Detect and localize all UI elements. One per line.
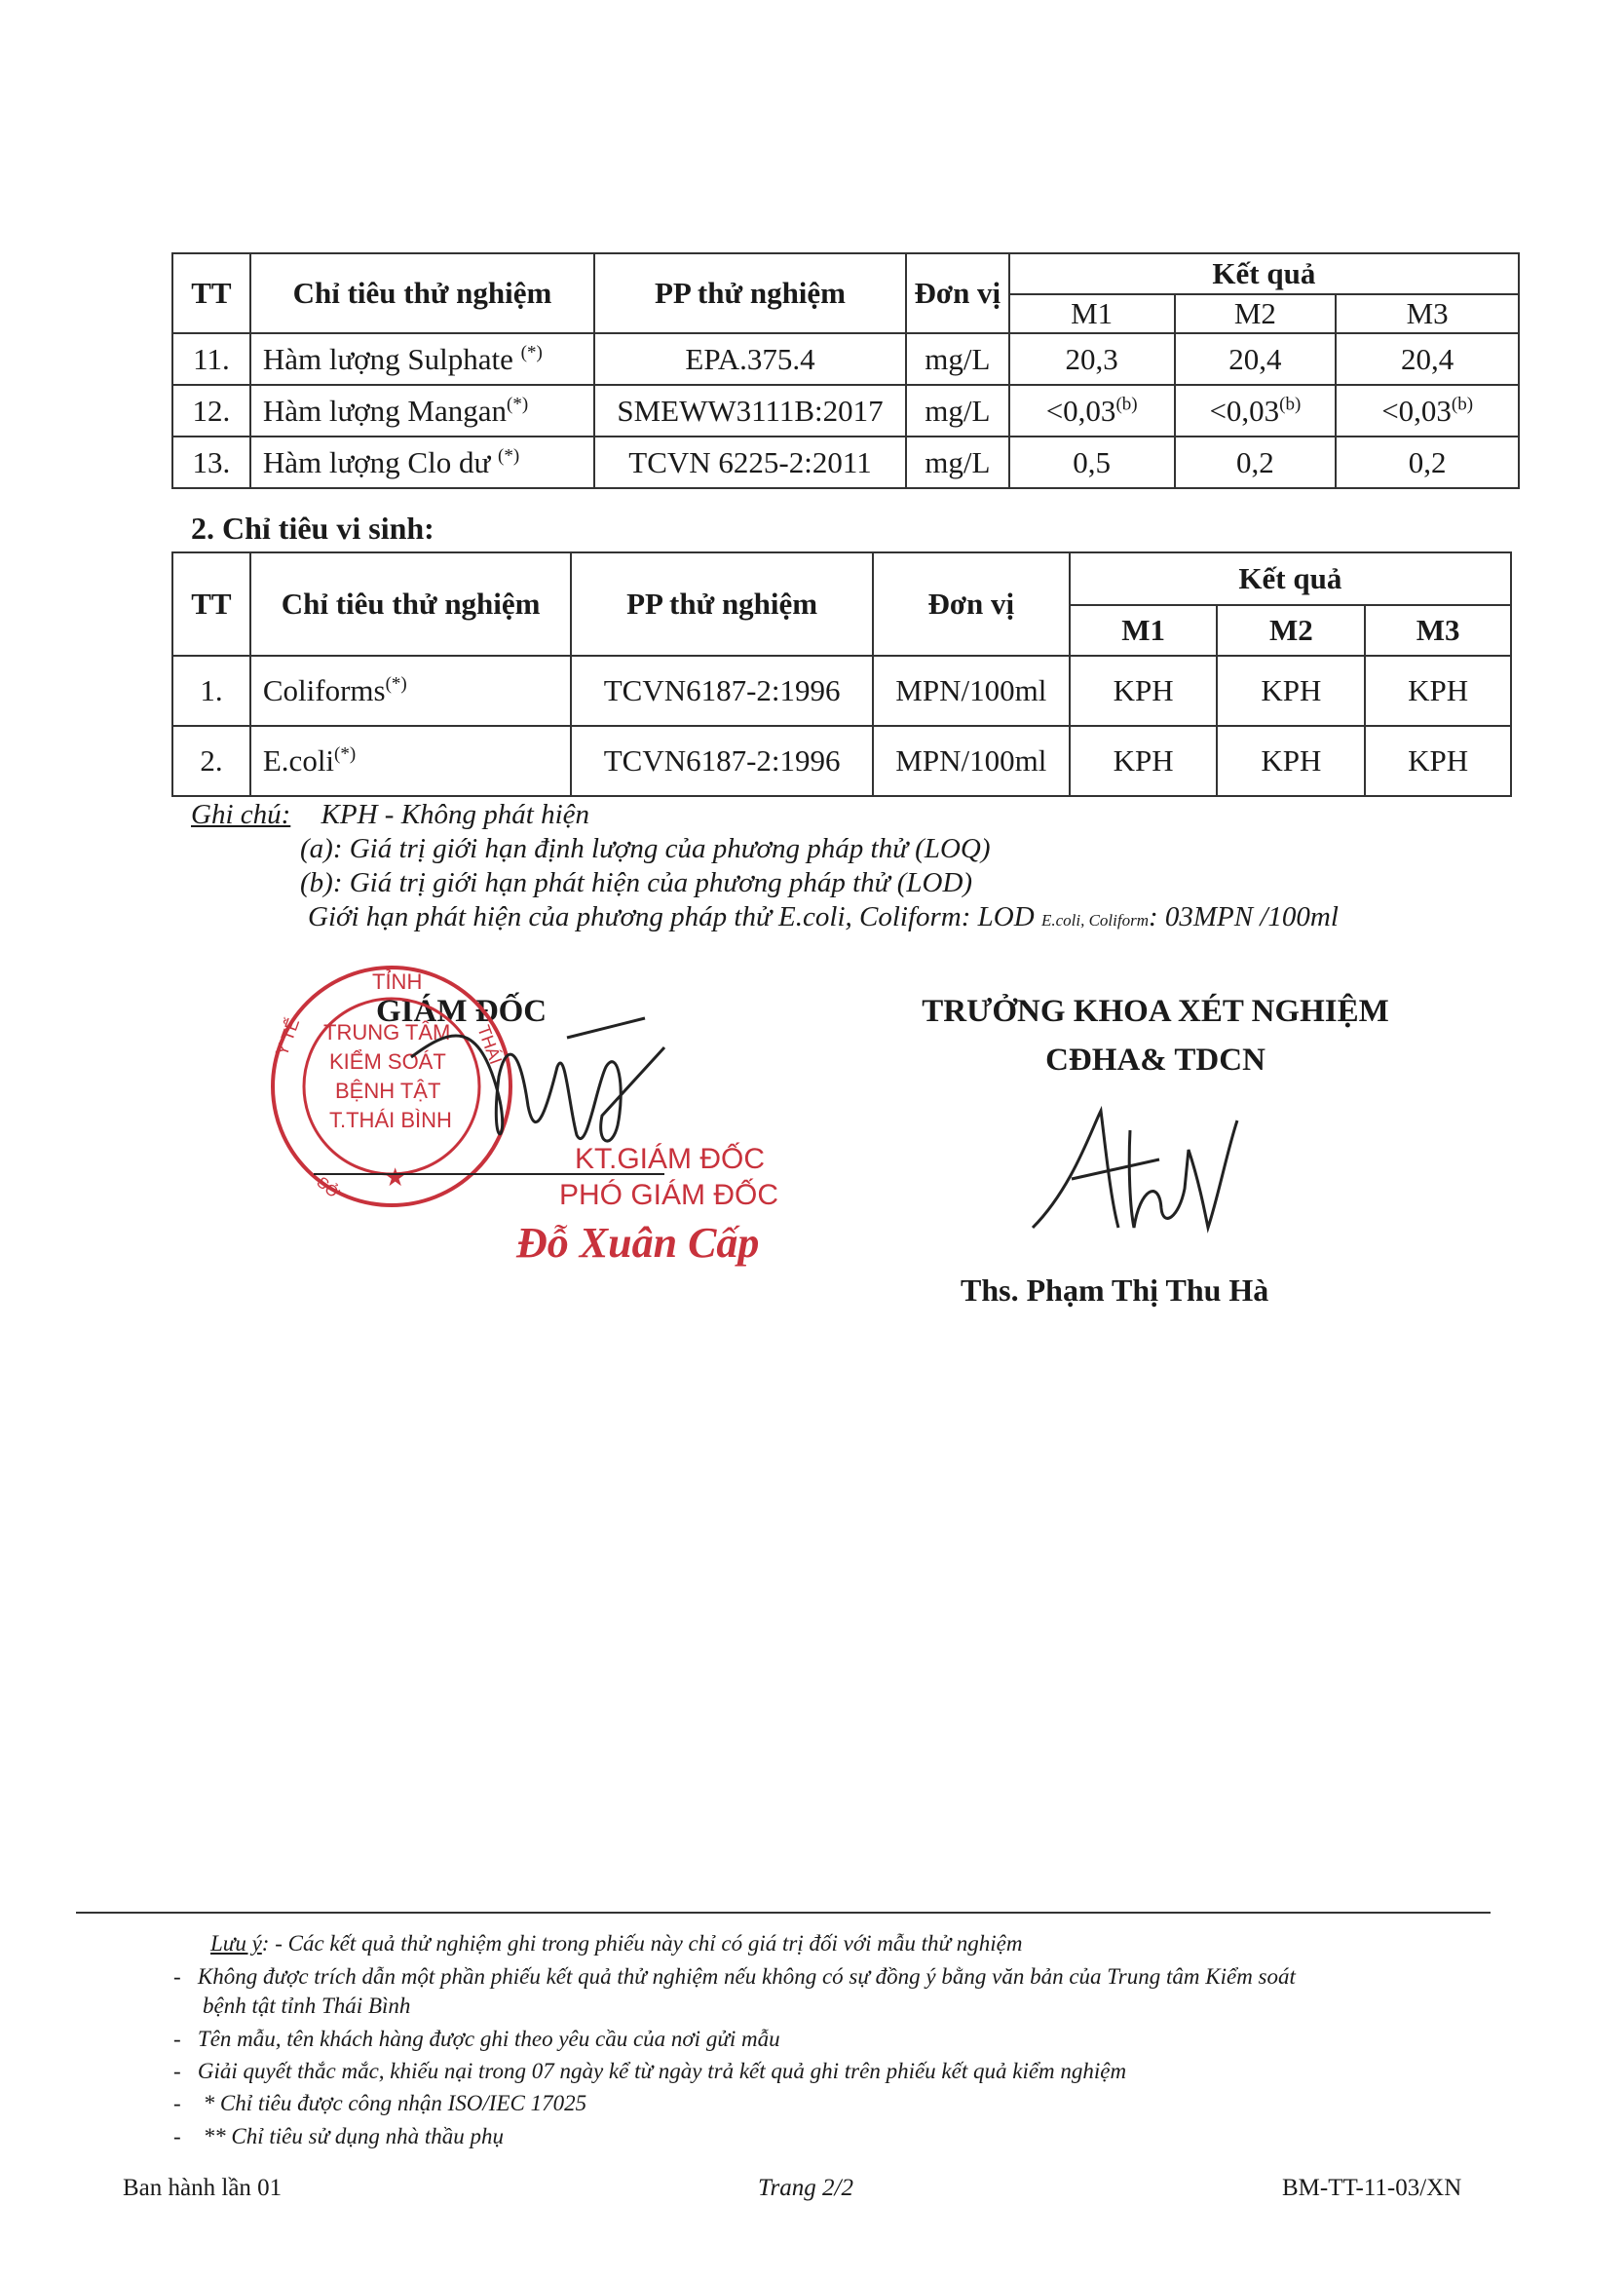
footer-note-item: - Tên mẫu, tên khách hàng được ghi theo yêu cầu của nơi gửi mẫu [173,2027,780,2051]
stamp-line1: TRUNG TÂM [323,1020,451,1045]
head-name: Ths. Phạm Thị Thu Hà [961,1272,1269,1308]
row-unit: mg/L [906,333,1009,385]
header-m3: M3 [1365,605,1511,656]
footer-page: Trang 2/2 [758,2175,853,2201]
row-method: EPA.375.4 [594,333,906,385]
header-m3: M3 [1336,294,1519,333]
header-m2: M2 [1217,605,1365,656]
deputy-name: Đỗ Xuân Cấp [516,1219,760,1267]
row-m3: $<0,03^{(b)}$ [1336,385,1519,437]
table-row [172,385,1519,437]
stamp-top-text: TỈNH [372,969,423,994]
header-result: Kết quả [1070,552,1511,605]
row-m1: 20,3 [1009,333,1175,385]
row-m1: KPH [1070,726,1218,796]
row-m2: KPH [1217,656,1365,726]
row-m1: 0,5 [1009,437,1175,488]
table-row [172,333,1519,385]
row-indicator: Hàm lượng Mangan(*) [250,385,594,437]
row-m1: KPH [1070,656,1218,726]
stamp-left-text: Y TẾ [271,1015,304,1059]
notes-label: Ghi chú: [191,799,291,830]
notes-a: (a): Giá trị giới hạn định lượng của phương pháp thử (LOQ) [300,833,991,864]
header-unit: Đơn vị [873,552,1070,656]
footer-note-item: - Giải quyết thắc mắc, khiếu nại trong 07 ngày kể từ ngày trả kết quả ghi trên phiếu kết quả kiểm nghiệm [173,2059,1127,2083]
footer-issue: Ban hành lần 01 [123,2175,283,2201]
row-m2: 20,4 [1175,333,1337,385]
row-method: TCVN6187-2:1996 [571,726,873,796]
row-tt: 11. [172,333,250,385]
footer-note-first: Lưu ý: - Các kết quả thử nghiệm ghi trong phiếu này chỉ có giá trị đối với mẫu thử nghiệm [210,1931,1023,1956]
footer-note-item: - ** Chỉ tiêu sử dụng nhà thầu phụ [173,2124,505,2148]
director-title: GIÁM ĐỐC [376,994,548,1029]
head-signature [1013,1091,1266,1247]
row-m2: KPH [1217,726,1365,796]
row-unit: MPN/100ml [873,656,1070,726]
header-tt: TT [172,253,250,333]
row-m3: KPH [1365,726,1511,796]
head-title-2: CĐHA& TDCN [1045,1043,1265,1078]
row-m2: $<0,03^{(b)}$ [1175,385,1337,437]
notes-kph: KPH - Không phát hiện [321,799,590,830]
stamp-line3: BỆNH TẬT [335,1079,441,1103]
section-title: 2. Chỉ tiêu vi sinh: [191,511,434,546]
row-tt: 13. [172,437,250,488]
footer-note-item: - * Chỉ tiêu được công nhận ISO/IEC 17025 [173,2091,587,2115]
seal-stamp [271,968,510,1205]
footer-code: BM-TT-11-03/XN [1282,2175,1462,2201]
row-method: SMEWW3111B:2017 [594,385,906,437]
footer-divider [76,1912,1491,1914]
row-indicator: Hàm lượng Clo dư (*) [250,437,594,488]
header-m1: M1 [1009,294,1175,333]
notes-b: (b): Giá trị giới hạn phát hiện của phương pháp thử (LOD) [300,867,973,898]
row-tt: 1. [172,656,250,726]
row-m3: 0,2 [1336,437,1519,488]
header-tt: TT [172,552,250,656]
header-method: PP thử nghiệm [571,552,873,656]
header-m1: M1 [1070,605,1218,656]
row-method: TCVN 6225-2:2011 [594,437,906,488]
star-icon: ★ [384,1163,407,1192]
row-indicator: E.coli(*) [250,726,571,796]
row-indicator: Hàm lượng Sulphate (*) [250,333,594,385]
header-indicator: Chỉ tiêu thử nghiệm [250,253,594,333]
row-m3: KPH [1365,656,1511,726]
row-tt: 2. [172,726,250,796]
stamp-bottom-text: SỞ [313,1174,343,1202]
row-method: TCVN6187-2:1996 [571,656,873,726]
deputy-director: PHÓ GIÁM ĐỐC [559,1179,779,1211]
chemical-results-table [171,252,1520,489]
head-title-1: TRƯỞNG KHOA XÉT NGHIỆM [922,994,1389,1029]
row-unit: MPN/100ml [873,726,1070,796]
header-unit: Đơn vị [906,253,1009,333]
footer-note-item: - Không được trích dẫn một phần phiếu kết quả thử nghiệm nếu không có sự đồng ý bằng văn bản của Trung tâm Kiểm soát [173,1964,1296,1989]
row-unit: mg/L [906,437,1009,488]
row-m3: 20,4 [1336,333,1519,385]
header-indicator: Chỉ tiêu thử nghiệm [250,552,571,656]
table-row [172,726,1511,796]
row-indicator: Coliforms(*) [250,656,571,726]
row-unit: mg/L [906,385,1009,437]
header-method: PP thử nghiệm [594,253,906,333]
notes-lod: Giới hạn phát hiện của phương pháp thử E.coli, Coliform: LOD E.coli, Coliform: 03MPN /100ml [308,901,1339,932]
table-row [172,656,1511,726]
footer-note-item: bệnh tật tỉnh Thái Bình [203,1994,411,2018]
microbiology-results-table [171,551,1512,797]
table-row [172,437,1519,488]
kt-director: KT.GIÁM ĐỐC [575,1143,766,1175]
header-m2: M2 [1175,294,1337,333]
row-m2: 0,2 [1175,437,1337,488]
row-m1: $<0,03^{(b)}$ [1009,385,1175,437]
stamp-line2: KIỂM SOÁT [329,1049,446,1074]
notes-header [191,799,589,831]
stamp-right-text: THÁI [473,1022,507,1067]
header-result: Kết quả [1009,253,1519,294]
row-tt: 12. [172,385,250,437]
stamp-line4: T.THÁI BÌNH [329,1108,452,1132]
